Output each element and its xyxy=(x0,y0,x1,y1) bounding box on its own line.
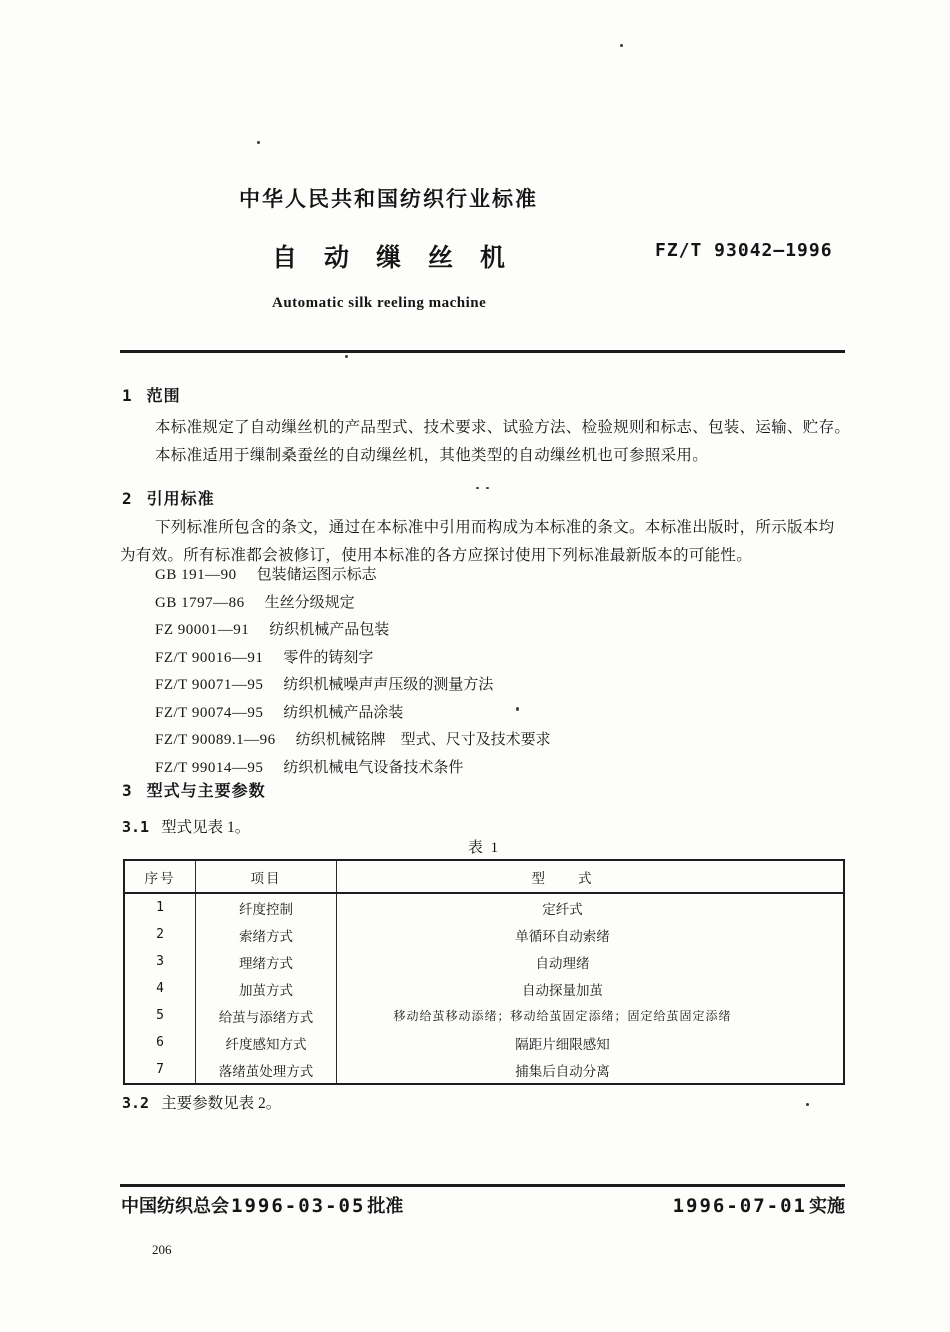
implementation-label: 实施 xyxy=(809,1196,845,1216)
cell-no: 4 xyxy=(124,975,196,1002)
cell-item: 纤度感知方式 xyxy=(196,1029,337,1056)
table-row xyxy=(124,975,844,1002)
scope-line-1: 本标准规定了自动缫丝机的产品型式、技术要求、试验方法、检验规则和标志、包装、运输、贮存。 xyxy=(155,419,851,436)
cell-type: 移动给茧移动添绪；移动给茧固定添绪；固定给茧固定添绪 xyxy=(337,1002,845,1029)
cell-type: 隔距片细限感知 xyxy=(337,1029,845,1056)
section-2-title: 引用标准 xyxy=(146,491,215,508)
standard-reference xyxy=(155,562,551,590)
cell-item: 落绪茧处理方式 xyxy=(196,1056,337,1084)
section-1-heading xyxy=(122,383,181,406)
approval-org: 中国纺织总会 xyxy=(121,1196,229,1216)
cell-item: 加茧方式 xyxy=(196,975,337,1002)
references-intro-line-1-wrap xyxy=(155,514,834,542)
standard-code: FZ/T 90071—95 xyxy=(155,677,264,693)
standard-code: GB 191—90 xyxy=(155,567,237,583)
document-title-en: Automatic silk reeling machine xyxy=(272,295,487,311)
standard-code: FZ 90001—91 xyxy=(155,622,250,638)
standard-title: 纺织机械噪声声压级的测量方法 xyxy=(283,677,494,693)
header-rule xyxy=(120,350,845,353)
section-1-number: 1 xyxy=(122,386,133,405)
clause-3-2-text: 主要参数见表 2。 xyxy=(161,1095,282,1112)
cell-type: 捕集后自动分离 xyxy=(337,1056,845,1084)
table-row xyxy=(124,948,844,975)
section-2-heading xyxy=(122,486,215,509)
cell-no: 6 xyxy=(124,1029,196,1056)
standard-title: 包装储运图示标志 xyxy=(256,567,377,583)
standard-code: GB 1797—86 xyxy=(155,594,245,611)
section-1-title: 范围 xyxy=(146,388,181,405)
scan-speck xyxy=(806,1103,809,1106)
standard-number: FZ/T 93042—1996 xyxy=(655,240,833,261)
scan-speck xyxy=(257,141,260,144)
section-3-number: 3 xyxy=(122,781,133,800)
cell-type: 自动探量加茧 xyxy=(337,975,845,1002)
table-row xyxy=(124,1056,844,1084)
cell-type: 单循环自动索绪 xyxy=(337,921,845,948)
standard-code: FZ/T 99014—95 xyxy=(155,759,264,776)
cell-no: 5 xyxy=(124,1002,196,1029)
standard-reference xyxy=(155,700,551,728)
cell-no: 7 xyxy=(124,1056,196,1084)
scope-line-2: 本标准适用于缫制桑蚕丝的自动缫丝机，其他类型的自动缫丝机也可参照采用。 xyxy=(155,447,709,464)
table-row xyxy=(124,1002,844,1029)
document-title-cn: 自动缫丝机 xyxy=(272,244,533,272)
referenced-standards-list xyxy=(155,562,551,782)
footer-rule xyxy=(120,1184,845,1187)
table-1-wrap xyxy=(123,859,845,1085)
standard-reference xyxy=(155,727,551,755)
implementation-date: 1996-07-01 xyxy=(672,1195,807,1217)
standard-title: 纺织机械产品涂装 xyxy=(283,704,404,721)
standard-title: 生丝分级规定 xyxy=(264,594,355,611)
references-intro-line-1: 下列标准所包含的条文，通过在本标准中引用而构成为本标准的条文。本标准出版时，所示版本均 xyxy=(155,519,835,536)
approval-label: 批准 xyxy=(367,1196,404,1216)
cell-item: 理绪方式 xyxy=(196,948,337,975)
table-1-caption: 表 1 xyxy=(467,840,501,856)
page-number: 206 xyxy=(152,1242,172,1257)
standard-code: FZ/T 90089.1—96 xyxy=(155,732,276,748)
standard-code: FZ/T 90074—95 xyxy=(155,704,264,721)
table-1 xyxy=(123,859,845,1085)
table-1-header xyxy=(124,860,844,893)
table-row xyxy=(124,893,844,921)
section-3-heading xyxy=(122,778,266,801)
scan-speck xyxy=(486,487,489,489)
standard-class-heading: 中华人民共和国纺织行业标准 xyxy=(239,188,538,211)
references-intro-line-2: 为有效。所有标准都会被修订，使用本标准的各方应探讨使用下列标准最新版本的可能性。 xyxy=(120,547,753,564)
standard-title: 纺织机械电气设备技术条件 xyxy=(283,759,464,776)
standard-reference xyxy=(155,645,551,673)
clause-3-2-number: 3.2 xyxy=(122,1094,150,1112)
cell-no: 3 xyxy=(124,948,196,975)
cell-no: 1 xyxy=(124,893,196,921)
standard-reference xyxy=(155,590,551,618)
scan-speck xyxy=(345,355,348,358)
approval-statement xyxy=(121,1192,403,1218)
scope-paragraph xyxy=(155,414,850,470)
table-row xyxy=(124,921,844,948)
section-3-title: 型式与主要参数 xyxy=(146,783,266,800)
implementation-statement xyxy=(520,1192,845,1218)
clause-3-1-text: 型式见表 1。 xyxy=(161,819,251,836)
col-header-type: 型 式 xyxy=(337,860,845,893)
standard-reference xyxy=(155,617,551,645)
table-row xyxy=(124,1029,844,1056)
approval-date: 1996-03-05 xyxy=(231,1195,366,1217)
col-header-item: 项目 xyxy=(196,860,337,893)
standard-reference xyxy=(155,672,551,700)
scan-speck xyxy=(476,487,479,489)
clause-3-1-number: 3.1 xyxy=(122,818,150,836)
cell-item: 纤度控制 xyxy=(196,893,337,921)
standard-title: 零件的铸刻字 xyxy=(283,649,374,666)
clause-3-2 xyxy=(122,1091,281,1113)
scan-speck xyxy=(620,44,623,47)
standard-title: 纺织机械产品包装 xyxy=(269,622,390,638)
clause-3-1 xyxy=(122,815,250,837)
col-header-no: 序号 xyxy=(124,860,196,893)
cell-item: 给茧与添绪方式 xyxy=(196,1002,337,1029)
cell-type: 定纤式 xyxy=(337,893,845,921)
cell-type: 自动理绪 xyxy=(337,948,845,975)
cell-no: 2 xyxy=(124,921,196,948)
cell-item: 索绪方式 xyxy=(196,921,337,948)
section-2-number: 2 xyxy=(122,489,133,508)
standard-title: 纺织机械铭牌 型式、尺寸及技术要求 xyxy=(295,732,551,748)
standard-code: FZ/T 90016—91 xyxy=(155,649,264,666)
